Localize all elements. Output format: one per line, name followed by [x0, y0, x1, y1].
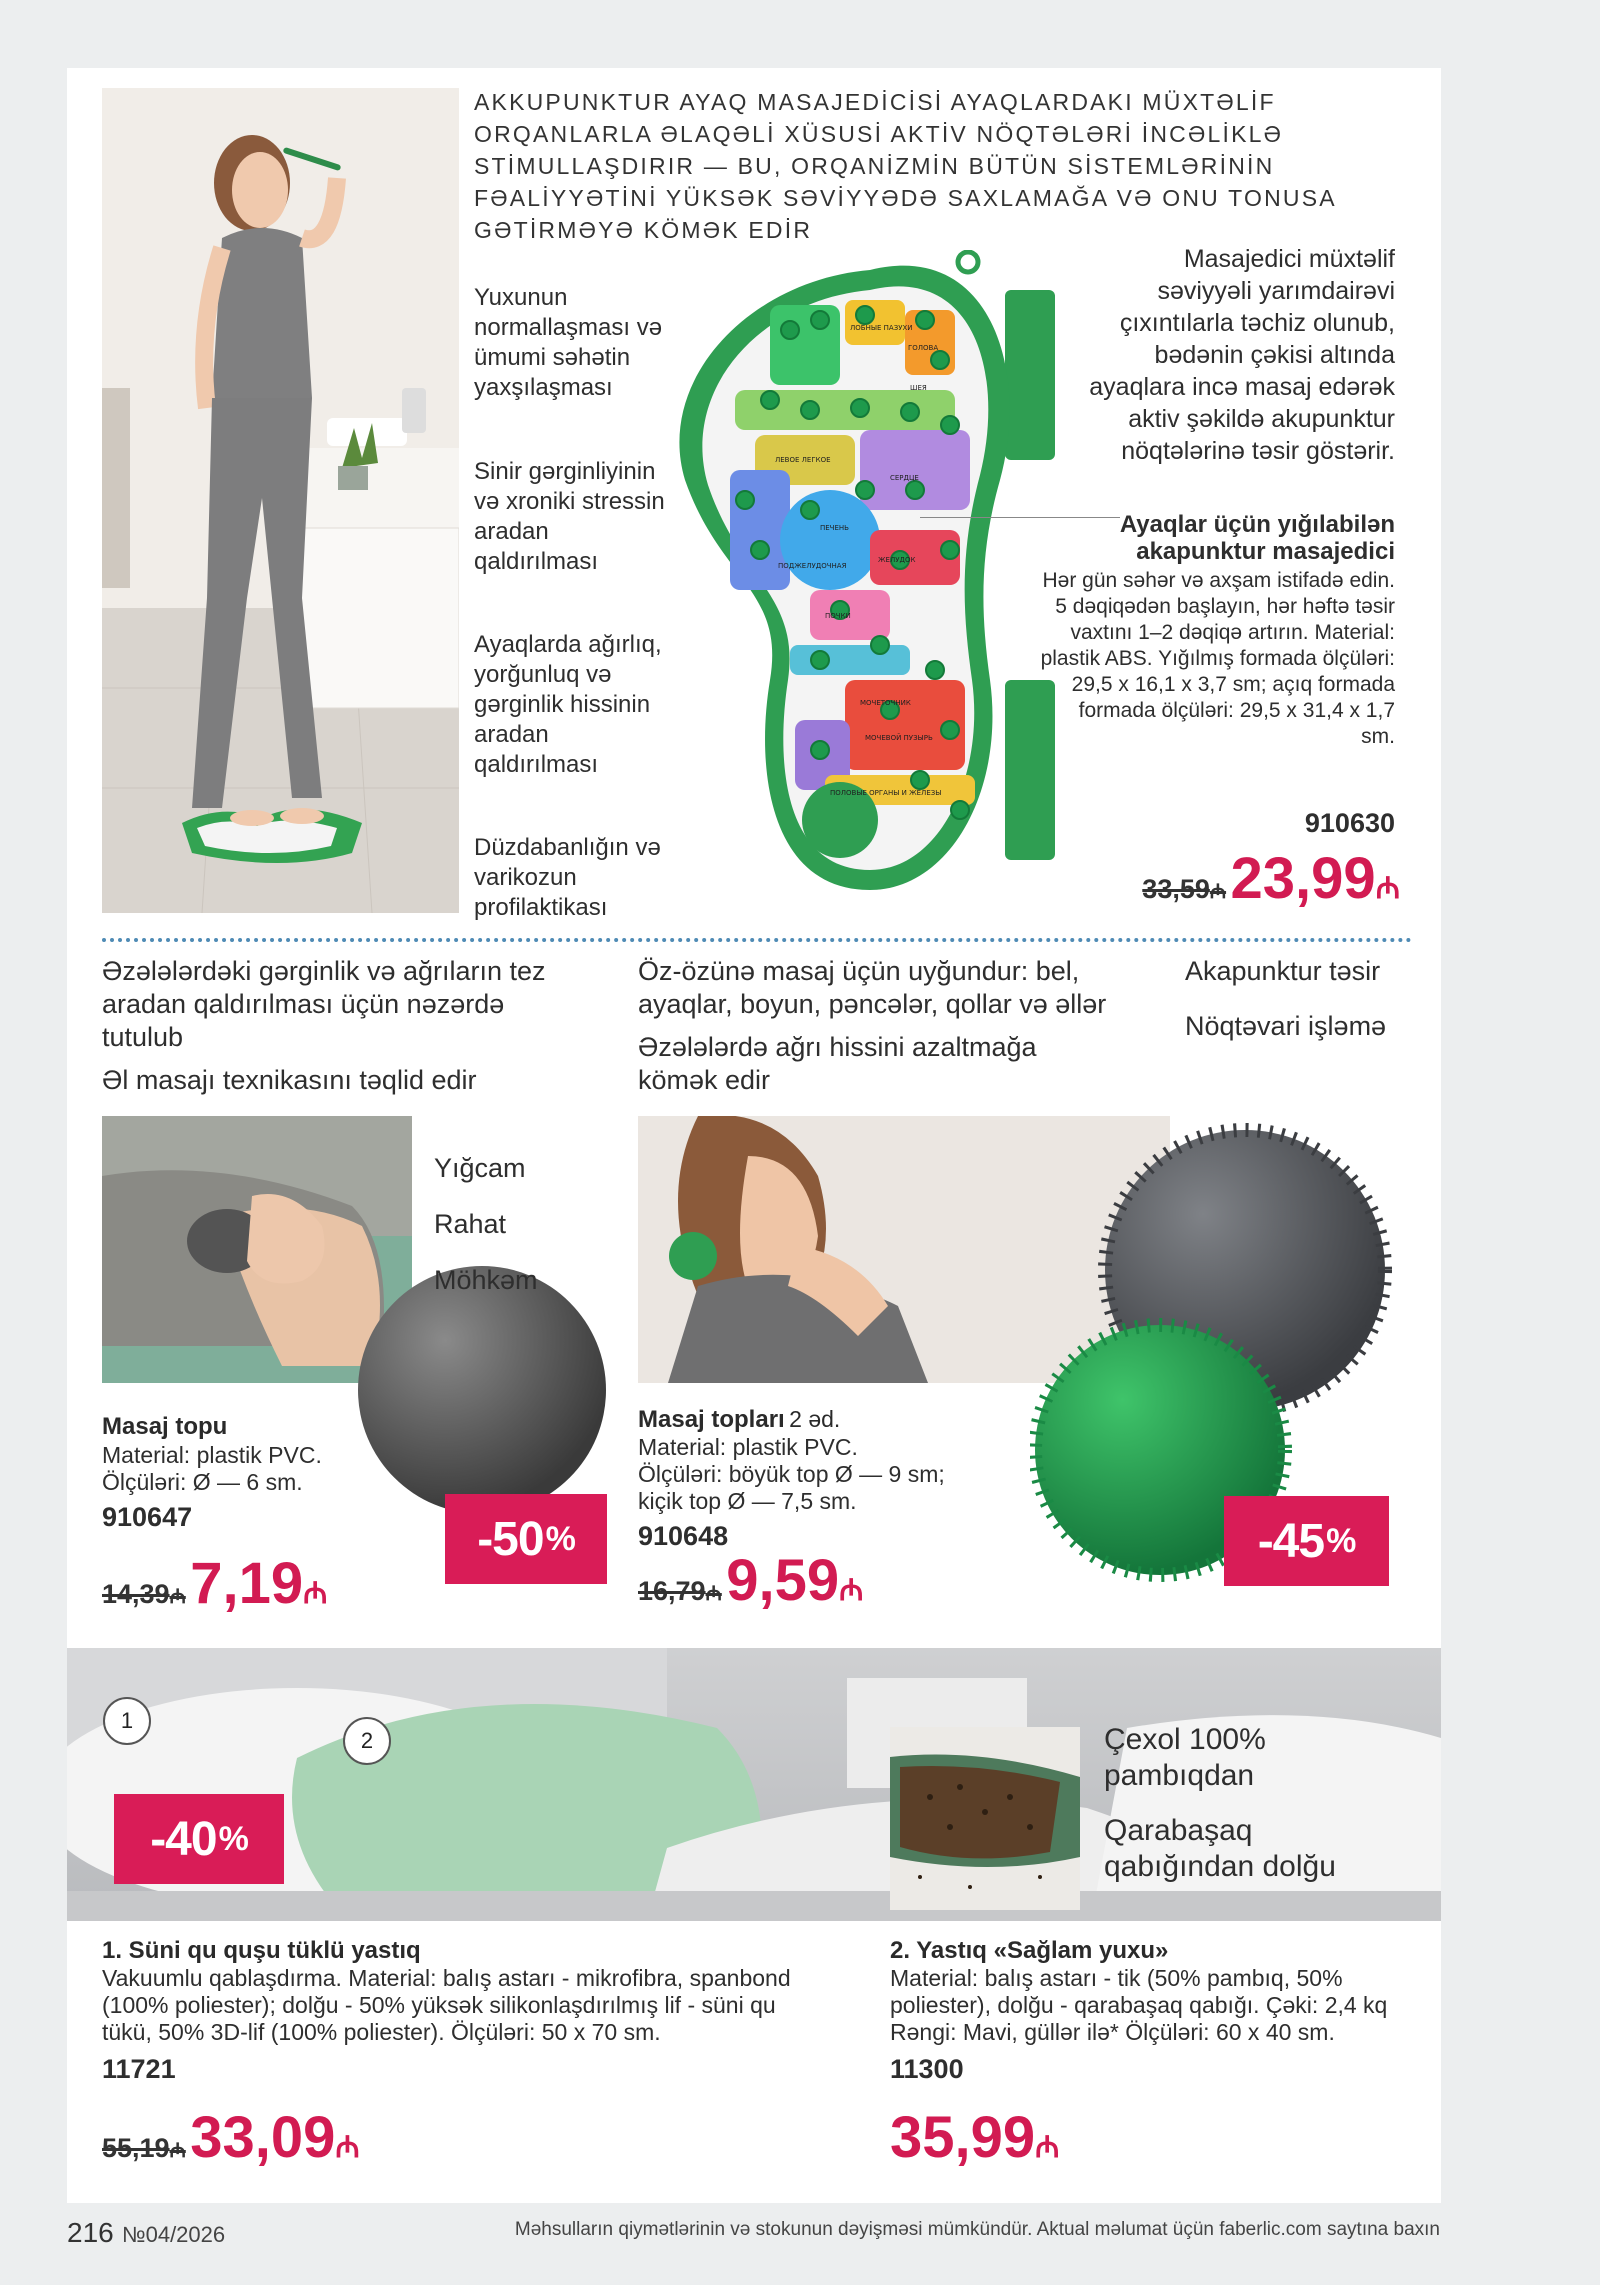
ball-old-price: 14,39	[102, 1579, 170, 1609]
zone-label: МОЧЕВОЙ ПУЗЫРЬ	[865, 734, 933, 742]
woman-on-massager-photo	[102, 88, 459, 913]
pillow-1-description: Vakuumlu qablaşdırma. Material: balış astarı - mikrofibra, spanbond (100% poliester); dolğu - 50% yüksək silikonlaşdırılmış lif - süni qu tükü, 50% 3D-lif (100% poliester). Ölçüləri: 50 x 70 sm.	[102, 1965, 791, 2045]
ball-size: Ölçüləri: Ø — 6 sm.	[102, 1469, 303, 1495]
balls-feature-4: Nöqtəvari işləmə	[1185, 1011, 1387, 1041]
ball-attr-comfortable: Rahat	[434, 1209, 507, 1239]
benefit-stress: Sinir gərginliyinin və xroniki stressin aradan qaldırılması	[474, 458, 665, 575]
pillow-2-price	[890, 2104, 1059, 2171]
massager-name: Ayaqlar üçün yığılabilən akapunktur masajedici	[1119, 511, 1395, 565]
zone-label: ЛЕВОЕ ЛЕГКОЕ	[775, 456, 831, 464]
pillow-1-new-price: 33,09	[190, 2105, 336, 2170]
balls-feature-2: Əzələlərdə ağrı hissini azaltmağa kömək edir	[638, 1032, 1037, 1095]
pillow-marker-1: 1	[103, 1697, 151, 1745]
pillow-callout-filling: Qarabaşaq qabığından dolğu	[1104, 1814, 1336, 1883]
ball-name: Masaj topu	[102, 1413, 228, 1440]
zone-label: ШЕЯ	[910, 384, 927, 392]
pillows-discount-pct: %	[218, 1819, 248, 1858]
buckwheat-pillow-photo	[890, 1727, 1080, 1910]
zone-label: ПЕЧЕНЬ	[820, 524, 849, 532]
pillow-2-currency: ₼	[1035, 2131, 1060, 2164]
massager-old-currency: ₼	[1209, 881, 1227, 903]
catalog-issue: №04/2026	[122, 2222, 226, 2247]
ball-old-currency: ₼	[169, 1586, 186, 1608]
pillow-1-new-currency: ₼	[335, 2131, 360, 2164]
balls-discount-badge	[1224, 1496, 1389, 1586]
balls-discount-pct: %	[1326, 1521, 1356, 1560]
ball-attr-compact: Yığcam	[434, 1153, 526, 1183]
massager-intro: Masajedici müxtəlif səviyyəli yarımdairəvi çıxıntılarla təchiz olunub, bədənin çəkisi altında ayaqlara incə masaj edərək aktiv şəkildə akupunktur nöqtələrinə təsir göstərir.	[1089, 245, 1395, 465]
balls-old-currency: ₼	[705, 1583, 722, 1605]
ball-discount-pct: %	[545, 1519, 575, 1558]
pillow-2-code: 11300	[890, 2054, 964, 2084]
ball-discount: -50	[477, 1512, 544, 1566]
pillow-2-description: Material: balış astarı - tik (50% pambıq, 50% poliester), dolğu - qarabaşaq qabığı. Çəki: 2,4 kq Rəngi: Mavi, güllər ilə* Ölçüləri: 60 x 40 sm.	[890, 1965, 1388, 2045]
ball-new-price: 7,19	[190, 1551, 304, 1616]
ball-attr-durable: Möhkəm	[434, 1265, 538, 1295]
massager-price	[1060, 845, 1400, 912]
benefit-prevention: Düzdabanlığın və varikozun profilaktikası	[474, 834, 661, 921]
balls-name: Masaj topları	[638, 1406, 785, 1433]
balls-qty: 2 əd.	[789, 1406, 841, 1432]
section-divider	[102, 938, 1412, 942]
pillow-2-price-value: 35,99	[890, 2105, 1036, 2170]
ball-code: 910647	[102, 1502, 193, 1532]
zone-label: ЖЕЛУДОК	[878, 556, 916, 564]
balls-new-price: 9,59	[726, 1548, 840, 1613]
pillow-callout-cover: Çexol 100% pambıqdan	[1104, 1723, 1266, 1792]
balls-material: Material: plastik PVC.	[638, 1434, 858, 1460]
pillow-marker-2: 2	[343, 1717, 391, 1765]
balls-code: 910648	[638, 1521, 729, 1551]
ball-info	[102, 1413, 342, 1533]
massager-code: 910630	[1304, 808, 1395, 838]
ball-price	[102, 1550, 327, 1617]
massager-new-currency: ₼	[1375, 872, 1400, 905]
balls-info	[638, 1406, 1038, 1552]
massager-new-price: 23,99	[1230, 846, 1376, 911]
zone-label: ГОЛОВА	[908, 344, 939, 352]
headline: AKKUPUNKTUR AYAQ MASAJEDİCİSİ AYAQLARDAKI MÜXTƏLİF ORQANLARLA ƏLAQƏLİ XÜSUSİ AKTİV NÖQTƏLƏRİ İNCƏLİKLƏ STİMULLAŞDIRIR — BU, ORQANİZMİN BÜTÜN SİSTEMLƏRİNİN FƏALİYYƏTİNİ YÜKSƏK SƏVİYYƏDƏ SAXLAMAĞA VƏ ONU TONUSA GƏTİRMƏYƏ KÖMƏK EDİR	[474, 89, 1336, 243]
pillow-2-name: 2. Yastıq «Sağlam yuxu»	[890, 1937, 1169, 1964]
zone-label: МОЧЕТОЧНИК	[860, 699, 911, 707]
pillow-1-old-currency: ₼	[169, 2140, 186, 2162]
balls-old-price: 16,79	[638, 1576, 706, 1606]
balls-new-currency: ₼	[839, 1574, 864, 1607]
balls-size-1: Ölçüləri: böyük top Ø — 9 sm;	[638, 1461, 945, 1487]
ball-discount-badge	[445, 1494, 607, 1584]
pillow-1-price	[102, 2104, 360, 2171]
page-number: 216	[67, 2217, 114, 2248]
footer-note: Məhsulların qiymətlərinin və stokunun dəyişməsi mümkündür. Aktual məlumat üçün faberlic.com saytına baxın	[514, 2219, 1440, 2240]
ball-feature-1: Əzələlərdəki gərginlik və ağrıların tez aradan qaldırılması üçün nəzərdə tutulub	[102, 956, 546, 1052]
ball-feature-2: Əl masajı texnikasını təqlid edir	[102, 1065, 477, 1095]
zone-label: ЛОБНЫЕ ПАЗУХИ	[850, 324, 913, 332]
pillow-1-old-price: 55,19	[102, 2133, 170, 2163]
balls-discount: -45	[1257, 1514, 1325, 1568]
zone-label: ПОЧКИ	[825, 612, 851, 620]
balls-feature-1: Öz-özünə masaj üçün uyğundur: bel, ayaqlar, boyun, pəncələr, qollar və əllər	[638, 956, 1107, 1019]
pillows-discount-badge	[114, 1794, 284, 1884]
pillow-1-code: 11721	[102, 2054, 176, 2084]
balls-feature-3: Akapunktur təsir	[1185, 956, 1381, 986]
massager-old-price: 33,59	[1142, 874, 1210, 904]
grey-massage-ball-image	[355, 1263, 610, 1518]
pillows-discount: -40	[150, 1812, 217, 1866]
massager-description: Hər gün səhər və axşam istifadə edin. 5 dəqiqədən başlayın, hər həftə təsir vaxtını 1–2 dəqiqə artırın. Material: plastik ABS. Yığılmış formada ölçüləri: 29,5 x 16,1 x 3,7 sm; açıq formada formada ölçüləri: 29,5 x 31,4 x 1,7 sm.	[1040, 569, 1395, 748]
pillow-1-name: 1. Süni qu quşu tüklü yastıq	[102, 1937, 421, 1964]
zone-label: ПОДЖЕЛУДОЧНАЯ	[778, 562, 847, 570]
foot-massager-image	[660, 250, 1080, 900]
balls-price	[638, 1547, 863, 1614]
benefit-fatigue: Ayaqlarda ağırlıq, yorğunluq və gərginlik hissinin aradan qaldırılması	[474, 631, 662, 778]
benefit-sleep: Yuxunun normallaşması və ümumi səhətin yaxşılaşması	[474, 284, 663, 401]
zone-label: ПОЛОВЫЕ ОРГАНЫ И ЖЕЛЕЗЫ	[830, 789, 942, 797]
pillow-2-info	[890, 1937, 1395, 2085]
balls-size-2: kiçik top Ø — 7,5 sm.	[638, 1488, 857, 1514]
ball-material: Material: plastik PVC.	[102, 1442, 322, 1468]
zone-label: СЕРДЦЕ	[890, 474, 919, 482]
pillow-1-info	[102, 1937, 822, 2085]
ball-new-currency: ₼	[303, 1577, 328, 1610]
